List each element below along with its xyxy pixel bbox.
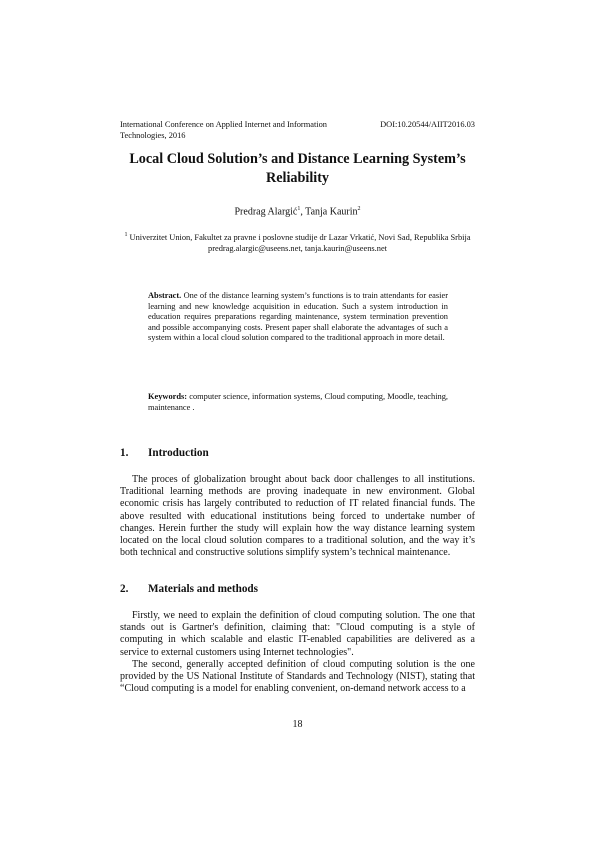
conference-header: International Conference on Applied Internet and Information Technologies, 2016 [120,120,327,140]
author-emails: predrag.alargic@useens.net, tanja.kaurin@useens.net [208,243,387,253]
keywords-label: Keywords: [148,392,188,401]
author-name: Tanja Kaurin [305,206,358,218]
section-heading-materials [120,583,258,595]
abstract-text: One of the distance learning system’s functions is to train attendants for easier learning and new knowledge acquisition in education. Such a system introduction in education requires preparations regarding maintenance, system termination prevention and possible accompanying costs. Present paper shall elaborate the advantages of such a system within a local cloud solution compared to the traditional approach in more detail. [148,291,448,343]
section-title: Materials and methods [148,583,259,595]
affiliation-superscript: 1 [124,232,128,238]
paper-title: Local Cloud Solution’s and Distance Learning System’s Reliability [129,151,466,186]
author-superscript: 2 [357,206,361,212]
paragraph: The second, generally accepted definition of cloud computing solution is the one provided by the US National Institute of Standards and Technology (NIST), stating that “Cloud computing is a model for enabling convenient, on-demand network access to a [120,658,475,695]
author-list: Predrag Alargić$^1$, Tanja Kaurin$^2$ [234,206,361,218]
abstract [148,291,448,344]
author-superscript: 1 [297,206,301,212]
paragraph: Firstly, we need to explain the definition of cloud computing solution. The one that stands out is Gartner's definition, claiming that: "Cloud computing is a style of computing in which scalable and elastic IT-enabled capabilities are delivered as a service to external customers using Internet technologies". [120,610,475,658]
page-number: 18 [292,719,303,730]
keywords-text: computer science, information systems, Cloud computing, Moodle, teaching, maintenance . [148,392,449,412]
abstract-label: Abstract. [148,291,182,300]
section-title: Introduction [148,447,209,459]
section-number: 1. [120,447,129,459]
paragraph: The proces of globalization brought about back door challenges to all institutions. Traditional learning methods are proving inadequate in new environment. Global economic crisis has largely contributed to reduction of IT related financial funds. The above resulted with educational institutions being forced to undertake number of changes. Herein further the study will explain how the way distance learning system located on the local cloud solution compares to a traditional solution, and the way it’s both technical and constructive solutions simplify system’s technical maintenance. [120,474,475,559]
affiliation-text: Univerzitet Union, Fakultet za pravne i poslovne studije dr Lazar Vrkatić, Novi Sad, Republika Srbija [129,232,471,242]
keywords [148,392,448,413]
doi-header: DOI:10.20544/AIIT2016.03 [380,120,475,129]
section-heading-introduction [120,447,209,459]
affiliation [120,230,475,254]
section-body-introduction [120,474,475,559]
author-name: Predrag Alargić [234,206,298,218]
section-body-materials [120,610,475,695]
section-number: 2. [120,583,129,595]
